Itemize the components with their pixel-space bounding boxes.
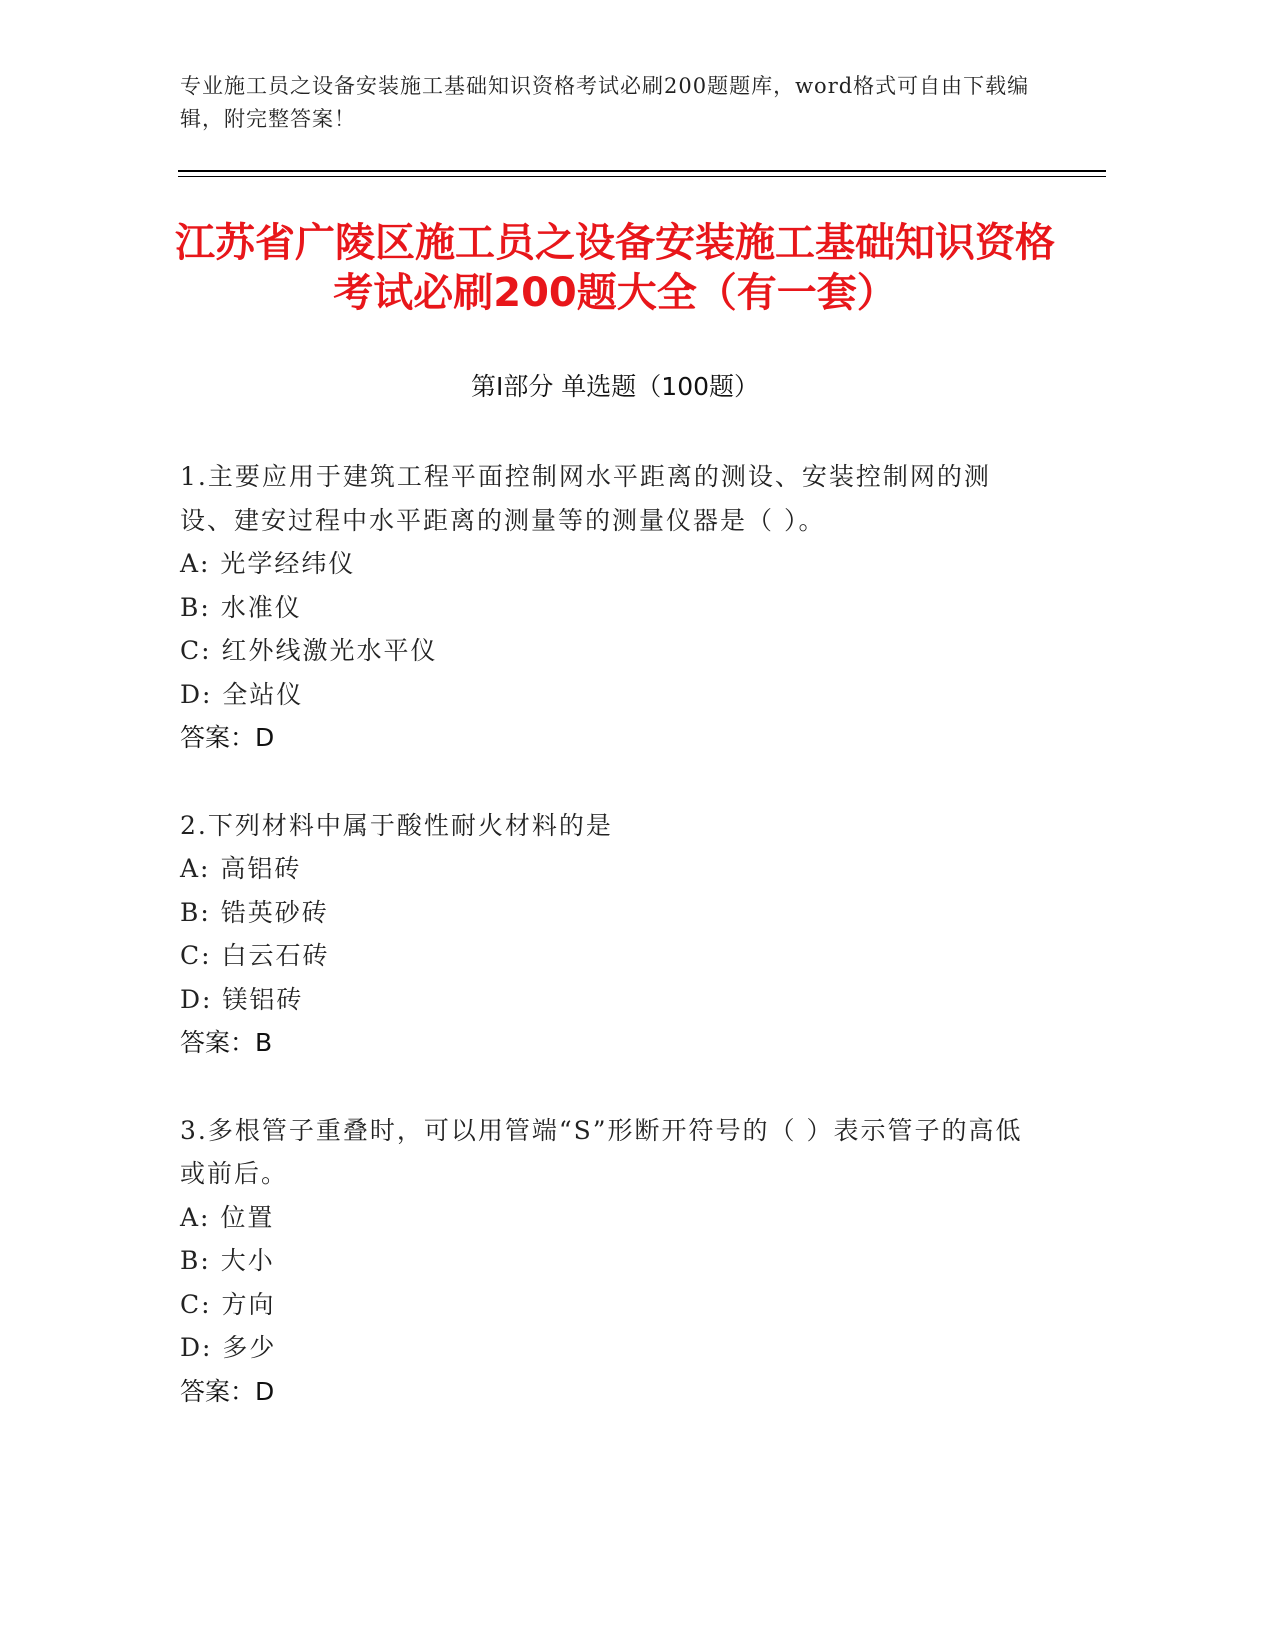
answer-label: 答案：D <box>180 723 275 752</box>
option-a: A: 光学经纬仪 <box>180 549 356 578</box>
option-d: D: 全站仪 <box>180 679 304 709</box>
option-b: B: 锆英砂砖 <box>180 897 329 927</box>
option-a: A: 高铝砖 <box>180 854 302 883</box>
option-a: A: 位置 <box>180 1202 275 1232</box>
document-title: 江苏省广陵区施工员之设备安装施工基础知识资格考试必刷200题大全（有一套） <box>175 220 1055 316</box>
option-c: C: 白云石砖 <box>180 941 330 970</box>
option-b: B: 水准仪 <box>180 592 302 622</box>
question-stem: 2.下列材料中属于酸性耐火材料的是 <box>180 810 613 840</box>
header-divider-thick <box>178 170 1106 172</box>
question-item <box>180 455 1040 760</box>
question-stem: 3.多根管子重叠时，可以用管端“S”形断开符号的（ ）表示管子的高低或前后。 <box>180 1115 1023 1188</box>
answer-label: 答案：B <box>180 1028 273 1057</box>
header-note: 专业施工员之设备安装施工基础知识资格考试必刷200题题库，word格式可自由下载编辑，附完整答案！ <box>180 74 1030 131</box>
header-divider-thin <box>178 176 1106 177</box>
answer-label: 答案：D <box>180 1376 275 1406</box>
section-title: 第Ⅰ部分 单选题（100题） <box>470 372 760 401</box>
question-stem: 1.主要应用于建筑工程平面控制网水平距离的测设、安装控制网的测设、建安过程中水平距离的测量等的测量仪器是（ ）。 <box>180 462 991 535</box>
option-c: C: 方向 <box>180 1289 276 1319</box>
option-d: D: 多少 <box>180 1333 277 1362</box>
question-list <box>180 455 1040 1457</box>
question-item <box>180 804 1040 1065</box>
option-d: D: 镁铝砖 <box>180 984 304 1014</box>
question-item <box>180 1109 1040 1414</box>
option-b: B: 大小 <box>180 1246 275 1275</box>
option-c: C: 红外线激光水平仪 <box>180 636 438 665</box>
